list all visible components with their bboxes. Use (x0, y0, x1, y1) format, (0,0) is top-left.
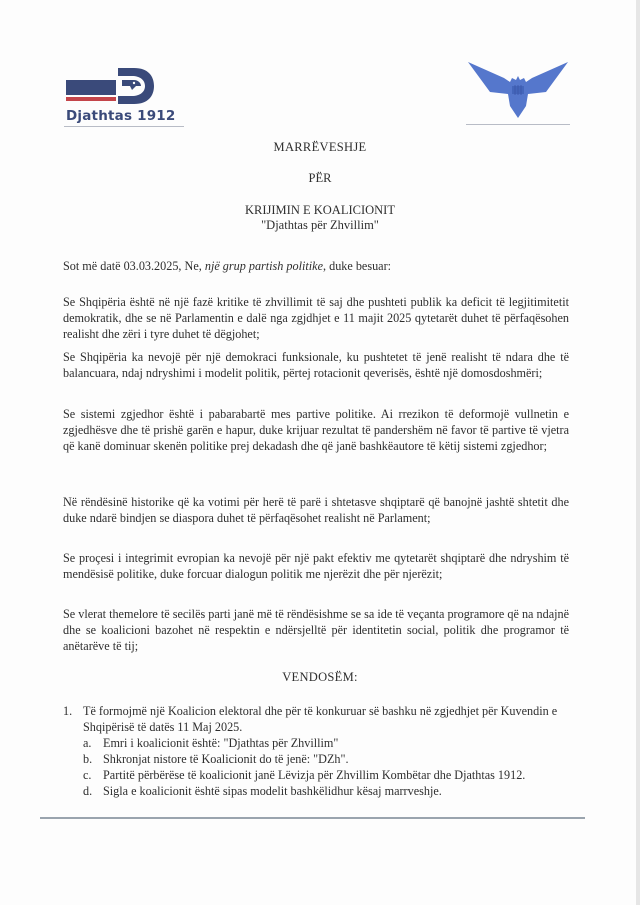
djathtas-1912-logo (64, 64, 184, 128)
subitem-letter: d. (83, 784, 93, 798)
paragraph: Se Shqipëria është në një fazë kritike të zhvillimit të saj dhe pushteti publik ka deficit të legjitimitetit demokratik, dhe se në Parlamentin e dalë nga zgjdhjet e 11 majit 2025 qytetarët duhet të përfaqësohen realisht dhe zëri i tyre duhet të dëgjohet; (63, 295, 569, 341)
page-edge-shadow (636, 0, 640, 905)
paragraph: Se sistemi zgjedhor është i pabarabartë mes partive politike. Ai rrezikon të deformojë vullnetin e zgjedhësve dhe të prishë garën e hapur, duke krijuar rezultat të pandershëm në favor të partive të vjetra që kanë dominuar skenën politike prej dekadash dhe që janë bashkëautore të këtij sistemi zgjedhor; (63, 407, 569, 453)
emblem-underline (466, 124, 570, 125)
decision-text: Të formojmë një Koalicion elektoral dhe për të konkuruar së bashku në zgjedhjet për Kuvendin e Shqipërisë të datës 11 Maj 2025. (83, 704, 558, 734)
title-per: PËR (308, 171, 332, 185)
eagle-d-logo-icon (116, 66, 156, 106)
decision-number: 1. (63, 704, 73, 718)
subitem-text: Partitë përbërëse të koalicionit janë Lëvizja për Zhvillim Kombëtar dhe Djathtas 1912. (103, 768, 526, 782)
title-subject: KRIJIMIN E KOALICIONIT (245, 203, 395, 217)
decisions-list (63, 703, 573, 799)
subitem-text: Sigla e koalicionit është sipas modelit bashkëlidhur kësaj marrveshje. (103, 784, 442, 798)
paragraph: Se vlerat themelore të secilës parti janë më të rëndësishme se sa ide të veçanta programore që na ndajnë dhe se koalicioni bazohet në respektin e ndërsjelltë për identitetin social, politik dhe programor të anëtarëve të tij; (63, 607, 569, 653)
intro-suffix: , duke besuar: (323, 259, 392, 273)
eagle-emblem (466, 58, 570, 124)
decision-subitem (63, 783, 573, 799)
paragraph: Se Shqipëria ka nevojë për një demokraci funksionale, ku pushtetet të jenë realisht të ndara dhe të balancuara, ndaj ndryshimi i modelit politik, përtej rotacionit qeverisës, është një domosdoshmëri; (63, 350, 569, 380)
decision-item (63, 703, 573, 735)
intro-prefix: Sot më datë 03.03.2025, Ne, (63, 259, 205, 273)
subitem-text: Emri i koalicionit është: "Djathtas për Zhvillim" (103, 736, 339, 750)
decision-subitem (63, 767, 573, 783)
paragraph: Në rëndësinë historike që ka votimi për herë të parë i shtetasve shqiptarë që banojnë jashtë shtetit dhe duke ndarë bindjen se diaspora duhet të përfaqësohet realisht në Parlament; (63, 495, 569, 525)
subitem-letter: a. (83, 736, 92, 750)
logo-blue-bar (66, 80, 116, 95)
intro-italic: një grup partish politike (204, 259, 323, 273)
paragraph: Se proçesi i integrimit evropian ka nevojë për një pakt efektiv me qytetarët shqiptarë dhe ndryshim të mendësisë politike, duke forcuar dialogun politik me njerëzit dhe për njerëzit; (63, 551, 569, 581)
intro-line (63, 258, 569, 274)
decision-heading: VENDOSËM: (282, 670, 358, 684)
decision-subitem (63, 751, 573, 767)
subitem-text: Shkronjat nistore të Koalicionit do të jenë: "DZh". (103, 752, 349, 766)
logo-underline (64, 126, 184, 127)
document-title: MARRËVESHJE (273, 140, 367, 154)
logo-text: Djathtas 1912 (66, 108, 176, 124)
decision-subitem (63, 735, 573, 751)
coalition-name: "Djathtas për Zhvillim" (261, 218, 379, 232)
logo-red-bar (66, 97, 116, 101)
subitem-letter: b. (83, 752, 93, 766)
subitem-letter: c. (83, 768, 92, 782)
footer-divider (40, 817, 585, 819)
eagle-emblem-icon (466, 58, 570, 120)
